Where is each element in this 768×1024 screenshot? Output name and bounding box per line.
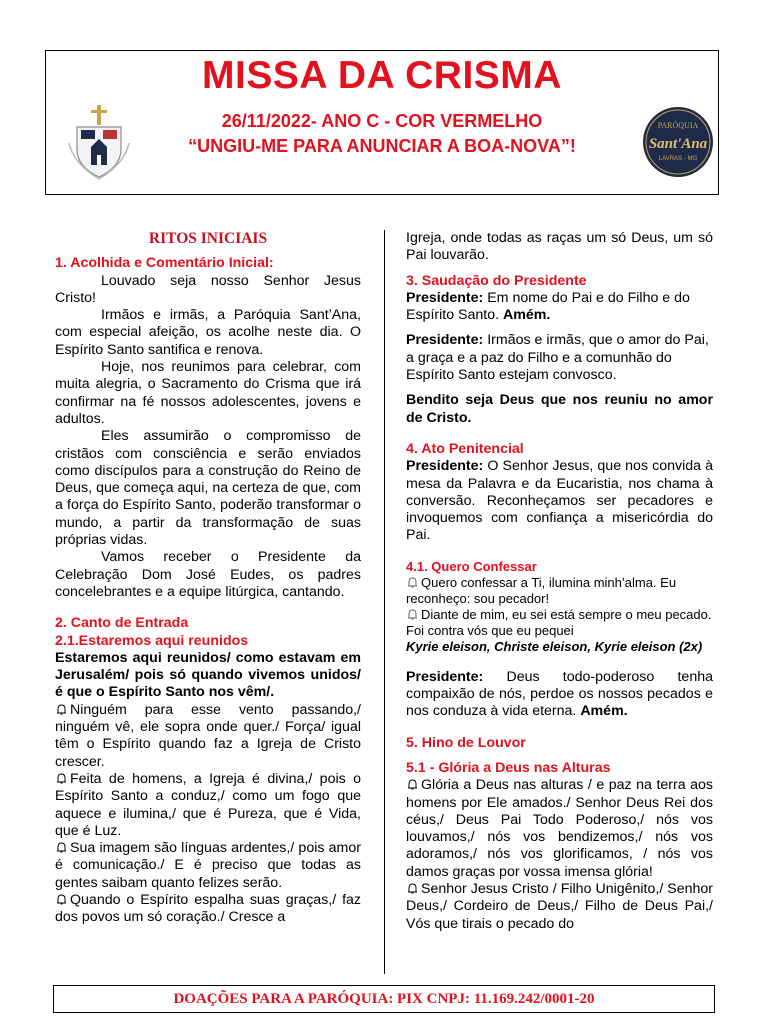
president-label: Presidente: xyxy=(406,332,484,349)
theme-line: “UNGIU-ME PARA ANUNCIAR A BOA-NOVA”! xyxy=(188,136,576,156)
s41-refrain: Kyrie eleison, Christe eleison, Kyrie eleison (2x) xyxy=(406,638,703,654)
s1-paragraph: Vamos receber o Presidente da Celebração Dom José Eudes, os padres concelebrantes e a equipe litúrgica, cantando. xyxy=(55,549,361,600)
president-label: Presidente: xyxy=(406,668,484,685)
section-title: RITOS INICIAIS xyxy=(148,230,268,247)
s3-text: Em nome do Pai e do Filho e do Espírito Santo. xyxy=(406,289,690,324)
s2-verse xyxy=(55,771,361,840)
donation-footer: DOAÇÕES PARA A PARÓQUIA: PIX CNPJ: 11.169.242/0001-20 xyxy=(53,985,715,1013)
s2-refrain: Estaremos aqui reunidos/ como estavam em Jerusalém/ pois só quando vivemos unidos/ é que o Espírito Santo nos vêm/. xyxy=(55,649,361,701)
verse-text: Feita de homens, a Igreja é divina,/ pois o Espírito Santo a conduz,/ como um fogo que aquece e ilumina,/ que é Pureza, que é Vida, que é Luz. xyxy=(55,770,361,839)
bell-icon xyxy=(406,577,419,588)
s2-verse xyxy=(55,892,361,927)
bell-icon xyxy=(406,609,419,620)
s3-paragraph xyxy=(406,332,713,384)
s3-text: Irmãos e irmãs, que o amor do Pai, a graça e a paz do Filho e a comunhão do Espírito Santo estejam convosco. xyxy=(406,332,709,384)
bell-icon xyxy=(406,779,419,790)
s5-heading: 5. Hino de Louvor xyxy=(406,734,526,751)
s1-paragraph: Irmãos e irmãs, a Paróquia Sant’Ana, com especial afeição, os acolhe neste dia. O Espírito Santo santifica e renova. xyxy=(55,307,361,358)
s41-verse xyxy=(406,607,713,639)
bell-icon xyxy=(55,773,68,784)
right-column xyxy=(406,230,713,933)
verse-text: Quero confessar a Ti, ilumina minh’alma. Eu reconheço: sou pecador! xyxy=(406,574,677,606)
amen-response: Amém. xyxy=(503,307,551,324)
s51-verse xyxy=(406,881,713,933)
continued-text: Igreja, onde todas as raças um só Deus, um só Pai louvarão. xyxy=(406,230,713,264)
s4-heading: 4. Ato Penitencial xyxy=(406,440,524,457)
s1-paragraph: Louvado seja nosso Senhor Jesus Cristo! xyxy=(55,272,361,306)
s2-verse xyxy=(55,702,361,771)
s1-paragraph: Eles assumirão o compromisso de cristãos com consciência e serão enviados como discípulos para a construção do Reino de Deus, que começa aqui, na certeza de que, com a força do Espírito Santo, poderão transformar o mundo, a partir da transformação de suas próprias vidas. xyxy=(55,428,361,549)
s1-paragraph: Hoje, nos reunimos para celebrar, com muita alegria, o Sacramento do Crisma que irá confirmar na fé nossos adolescentes, jovens e adultos. xyxy=(55,359,361,427)
s51-verse xyxy=(406,777,713,881)
s2-heading: 2. Canto de Entrada xyxy=(55,615,189,632)
parish-logo-icon xyxy=(642,106,714,178)
column-divider xyxy=(384,230,385,974)
verse-text: Sua imagem são línguas ardentes,/ pois amor é comunicação./ E é preciso que todas as gentes saibam quanto felizes serão. xyxy=(55,840,361,891)
s51-heading: 5.1 - Glória a Deus nas Alturas xyxy=(406,759,611,776)
bell-icon xyxy=(406,883,419,894)
verse-text: Quando o Espírito espalha suas graças,/ faz dos povos um só coração./ Cresce a xyxy=(55,891,361,926)
s1-heading: 1. Acolhida e Comentário Inicial: xyxy=(55,255,274,272)
s4-text: O Senhor Jesus, que nos convida à mesa da Palavra e da Eucaristia, nos chama à conversão. Reconheçamos ser pecadores e invoquemos com confiança a misericórdia do Pai. xyxy=(406,458,713,544)
verse-text: Senhor Jesus Cristo / Filho Unigênito,/ Senhor Deus,/ Cordeiro de Deus,/ Filho de Deus Pai,/ Vós que tirais o pecado do xyxy=(406,881,713,932)
logo-top-text: PARÓQUIA xyxy=(657,121,699,130)
mass-title: MISSA DA CRISMA xyxy=(202,54,562,97)
verse-text: Glória a Deus nas alturas / e paz na terra aos homens por Ele amados./ Senhor Deus Rei dos céus,/ Deus Pai Todo Poderoso,/ nós vos louvamos,/ nós vos bendizemos,/ nós vos adoramos,/ nós vos glorificamos, / nós vos damos graças por vossa imensa glória! xyxy=(406,777,713,880)
s3-heading: 3. Saudação do Presidente xyxy=(406,272,587,289)
bell-icon xyxy=(55,704,68,715)
logo-place-text: LAVRAS - MG xyxy=(658,156,698,162)
s3-response: Bendito seja Deus que nos reuniu no amor de Cristo. xyxy=(406,392,713,426)
left-column xyxy=(55,230,361,927)
bell-icon xyxy=(55,894,68,905)
verse-text: Ninguém para esse vento passando,/ ninguém vê, ele sopra onde quer./ Força/ igual têm o Espírito quando faz a Igreja de Cristo crescer. xyxy=(55,701,361,770)
verse-text: Diante de mim, eu sei está sempre o meu pecado. Foi contra vós que eu pequei xyxy=(406,606,712,638)
s3-paragraph xyxy=(406,290,713,325)
s4-paragraph xyxy=(406,458,713,544)
s4-text: Deus todo-poderoso tenha compaixão de nós, perdoe os nossos pecados e nos conduza à vida eterna. xyxy=(406,668,713,720)
president-label: Presidente: xyxy=(406,458,484,475)
church-crest-icon xyxy=(63,103,135,183)
date-line: 26/11/2022- ANO C - COR VERMELHO xyxy=(221,111,543,131)
header-box xyxy=(45,50,719,195)
s41-heading: 4.1. Quero Confessar xyxy=(406,558,537,574)
s41-verse xyxy=(406,575,713,607)
s4-paragraph xyxy=(406,669,713,721)
s2-subheading: 2.1.Estaremos aqui reunidos xyxy=(55,632,249,649)
amen-response: Amém. xyxy=(580,703,628,720)
president-label: Presidente: xyxy=(406,289,484,306)
s2-verse xyxy=(55,840,361,892)
logo-name-text: Sant'Ana xyxy=(648,136,708,152)
bell-icon xyxy=(55,842,68,853)
